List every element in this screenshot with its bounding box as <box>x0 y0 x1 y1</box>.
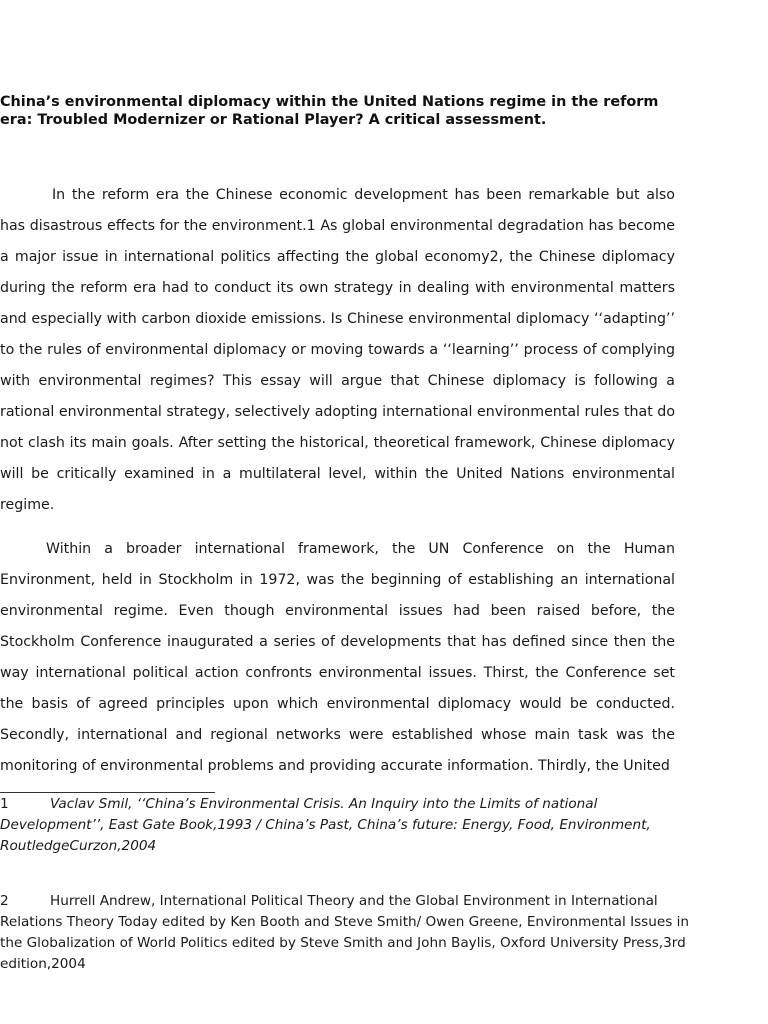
footnote-separator <box>0 792 215 793</box>
document-title: China’s environmental diplomacy within the United Nations regime in the reform era: Troubled Modernizer or Rational Player? A critical assessment. <box>0 94 659 128</box>
footnote-1-text: Vaclav Smil, ‘‘China’s Environmental Crisis. An Inquiry into the Limits of national Development’’, East Gate Book,1993 / China’s Past, China’s future: Energy, Food, Environment, RoutledgeCurzon,2004 <box>0 796 651 854</box>
footnote-2 <box>0 891 690 975</box>
footnote-2-text: Hurrell Andrew, International Political Theory and the Global Environment in International Relations Theory Today edited by Ken Booth and Steve Smith/ Owen Greene, Environmental Issues in the Globalization of World Politics edited by Steve Smith and John Baylis, Oxford University Press,3rd edition,2004 <box>0 893 690 972</box>
footnote-1-number: 1 <box>0 796 9 812</box>
footnote-2-number: 2 <box>0 893 9 909</box>
footnote-1 <box>0 794 690 857</box>
body-paragraph-2: Within a broader international framework, the UN Conference on the Human Environment, held in Stockholm in 1972, was the beginning of establishing an international environmental regime. Even though environmental issues had been raised before, the Stockholm Conference inaugurated a series of developments that has defined since then the way international political action confronts environmental issues. Thirst, the Conference set the basis of agreed principles upon which environmental diplomacy would be conducted. Secondly, international and regional networks were established whose main task was the monitoring of environmental problems and providing accurate information. Thirdly, the United <box>0 541 675 774</box>
body-paragraph-1: In the reform era the Chinese economic development has been remarkable but also has disastrous effects for the environment.1 As global environmental degradation has become a major issue in international politics affecting the global economy2, the Chinese diplomacy during the reform era had to conduct its own strategy in dealing with environmental matters and especially with carbon dioxide emissions. Is Chinese environmental diplomacy ‘‘adapting’’ to the rules of environmental diplomacy or moving towards a ‘‘learning’’ process of complying with environmental regimes? This essay will argue that Chinese diplomacy is following a rational environmental strategy, selectively adopting international environmental rules that do not clash its main goals. After setting the historical, theoretical framework, Chinese diplomacy will be critically examined in a multilateral level, within the United Nations environmental regime. <box>0 187 675 513</box>
